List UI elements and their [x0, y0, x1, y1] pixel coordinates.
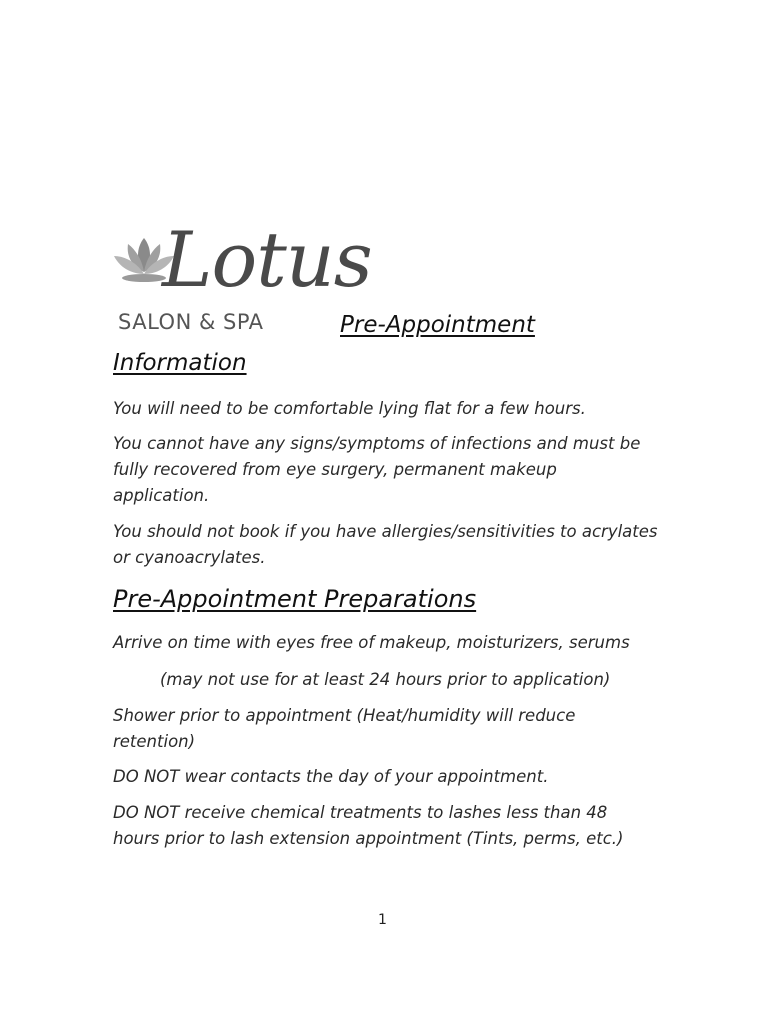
- page-title-line2: Information: [113, 350, 247, 376]
- preparation-item: DO NOT wear contacts the day of your appointment.: [113, 767, 549, 786]
- info-paragraph: You should not book if you have allergies/sensitivities to acrylates or cyanoacrylates.: [113, 522, 658, 567]
- preparations-heading: Pre-Appointment Preparations: [113, 585, 477, 613]
- page-number: 1: [378, 912, 387, 928]
- page-title-line1: Pre-Appointment: [340, 312, 535, 338]
- logo-script-text: Lotus: [162, 215, 372, 304]
- info-paragraph: You will need to be comfortable lying flat for a few hours.: [113, 399, 586, 418]
- salon-logo: [112, 215, 372, 340]
- info-paragraph: You cannot have any signs/symptoms of infections and must be fully recovered from eye surgery, permanent makeup application.: [113, 434, 641, 505]
- preparation-item: Arrive on time with eyes free of makeup, moisturizers, serums: [113, 633, 630, 652]
- preparation-item: Shower prior to appointment (Heat/humidity will reduce retention): [113, 706, 576, 751]
- logo-subtitle: SALON & SPA: [118, 310, 264, 334]
- preparation-note: (may not use for at least 24 hours prior to application): [160, 670, 611, 689]
- preparation-item: DO NOT receive chemical treatments to lashes less than 48 hours prior to lash extension appointment (Tints, perms, etc.): [113, 803, 624, 848]
